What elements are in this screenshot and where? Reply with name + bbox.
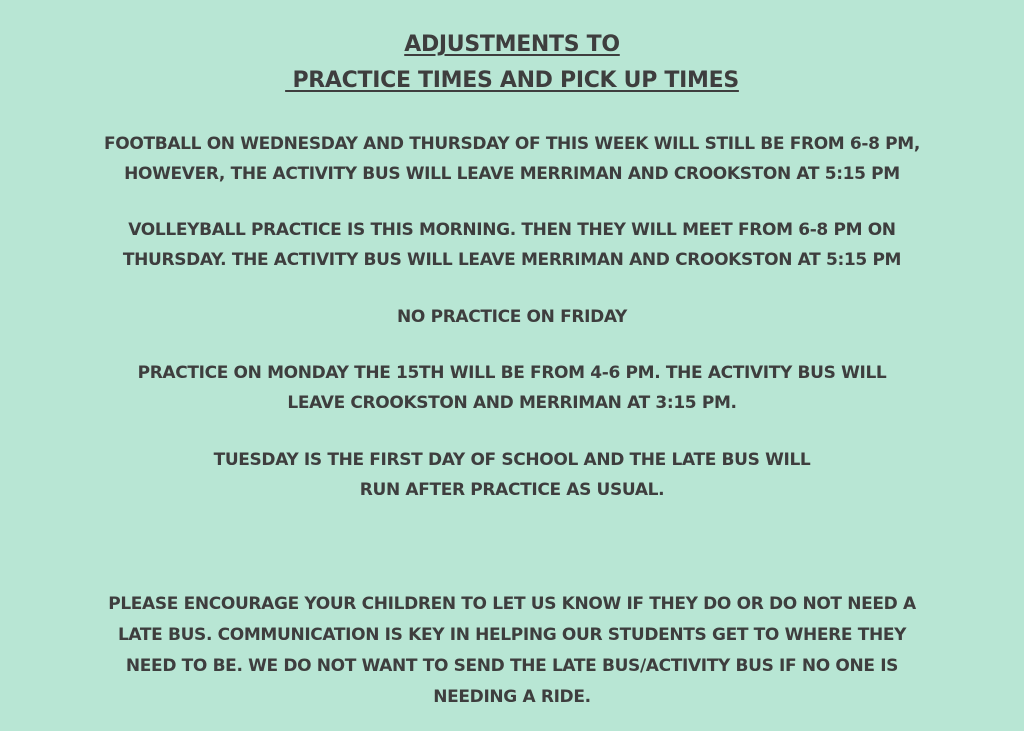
tuesday-notice-line: RUN AFTER PRACTICE AS USUAL. [359, 480, 665, 500]
late-bus-request-line: NEED TO BE. WE DO NOT WANT TO SEND THE LATE BUS/ACTIVITY BUS IF NO ONE IS [125, 656, 899, 676]
late-bus-request [0, 589, 1024, 713]
heading-line-2: PRACTICE TIMES AND PICK UP TIMES [285, 68, 739, 93]
monday-notice [0, 358, 1024, 418]
friday-notice [0, 302, 1024, 332]
monday-notice-line: PRACTICE ON MONDAY THE 15TH WILL BE FROM 4-6 PM. THE ACTIVITY BUS WILL [137, 363, 887, 383]
late-bus-request-line: NEEDING A RIDE. [433, 687, 591, 707]
volleyball-notice-line: VOLLEYBALL PRACTICE IS THIS MORNING. THEN THEY WILL MEET FROM 6-8 PM ON [128, 220, 896, 240]
late-bus-request-line: LATE BUS. COMMUNICATION IS KEY IN HELPING OUR STUDENTS GET TO WHERE THEY [117, 625, 907, 645]
football-notice-line: FOOTBALL ON WEDNESDAY AND THURSDAY OF THIS WEEK WILL STILL BE FROM 6-8 PM, [104, 134, 920, 154]
football-notice-line: HOWEVER, THE ACTIVITY BUS WILL LEAVE MERRIMAN AND CROOKSTON AT 5:15 PM [124, 164, 900, 184]
late-bus-request-line: PLEASE ENCOURAGE YOUR CHILDREN TO LET US KNOW IF THEY DO OR DO NOT NEED A [108, 594, 916, 614]
tuesday-notice-line: TUESDAY IS THE FIRST DAY OF SCHOOL AND THE LATE BUS WILL [213, 450, 811, 470]
tuesday-notice [0, 445, 1024, 505]
volleyball-notice [0, 215, 1024, 275]
volleyball-notice-line: THURSDAY. THE ACTIVITY BUS WILL LEAVE MERRIMAN AND CROOKSTON AT 5:15 PM [122, 250, 902, 270]
heading-line-1: ADJUSTMENTS TO [404, 32, 620, 57]
football-notice [0, 129, 1024, 189]
friday-notice-line: NO PRACTICE ON FRIDAY [397, 307, 627, 327]
monday-notice-line: LEAVE CROOKSTON AND MERRIMAN AT 3:15 PM. [287, 393, 737, 413]
